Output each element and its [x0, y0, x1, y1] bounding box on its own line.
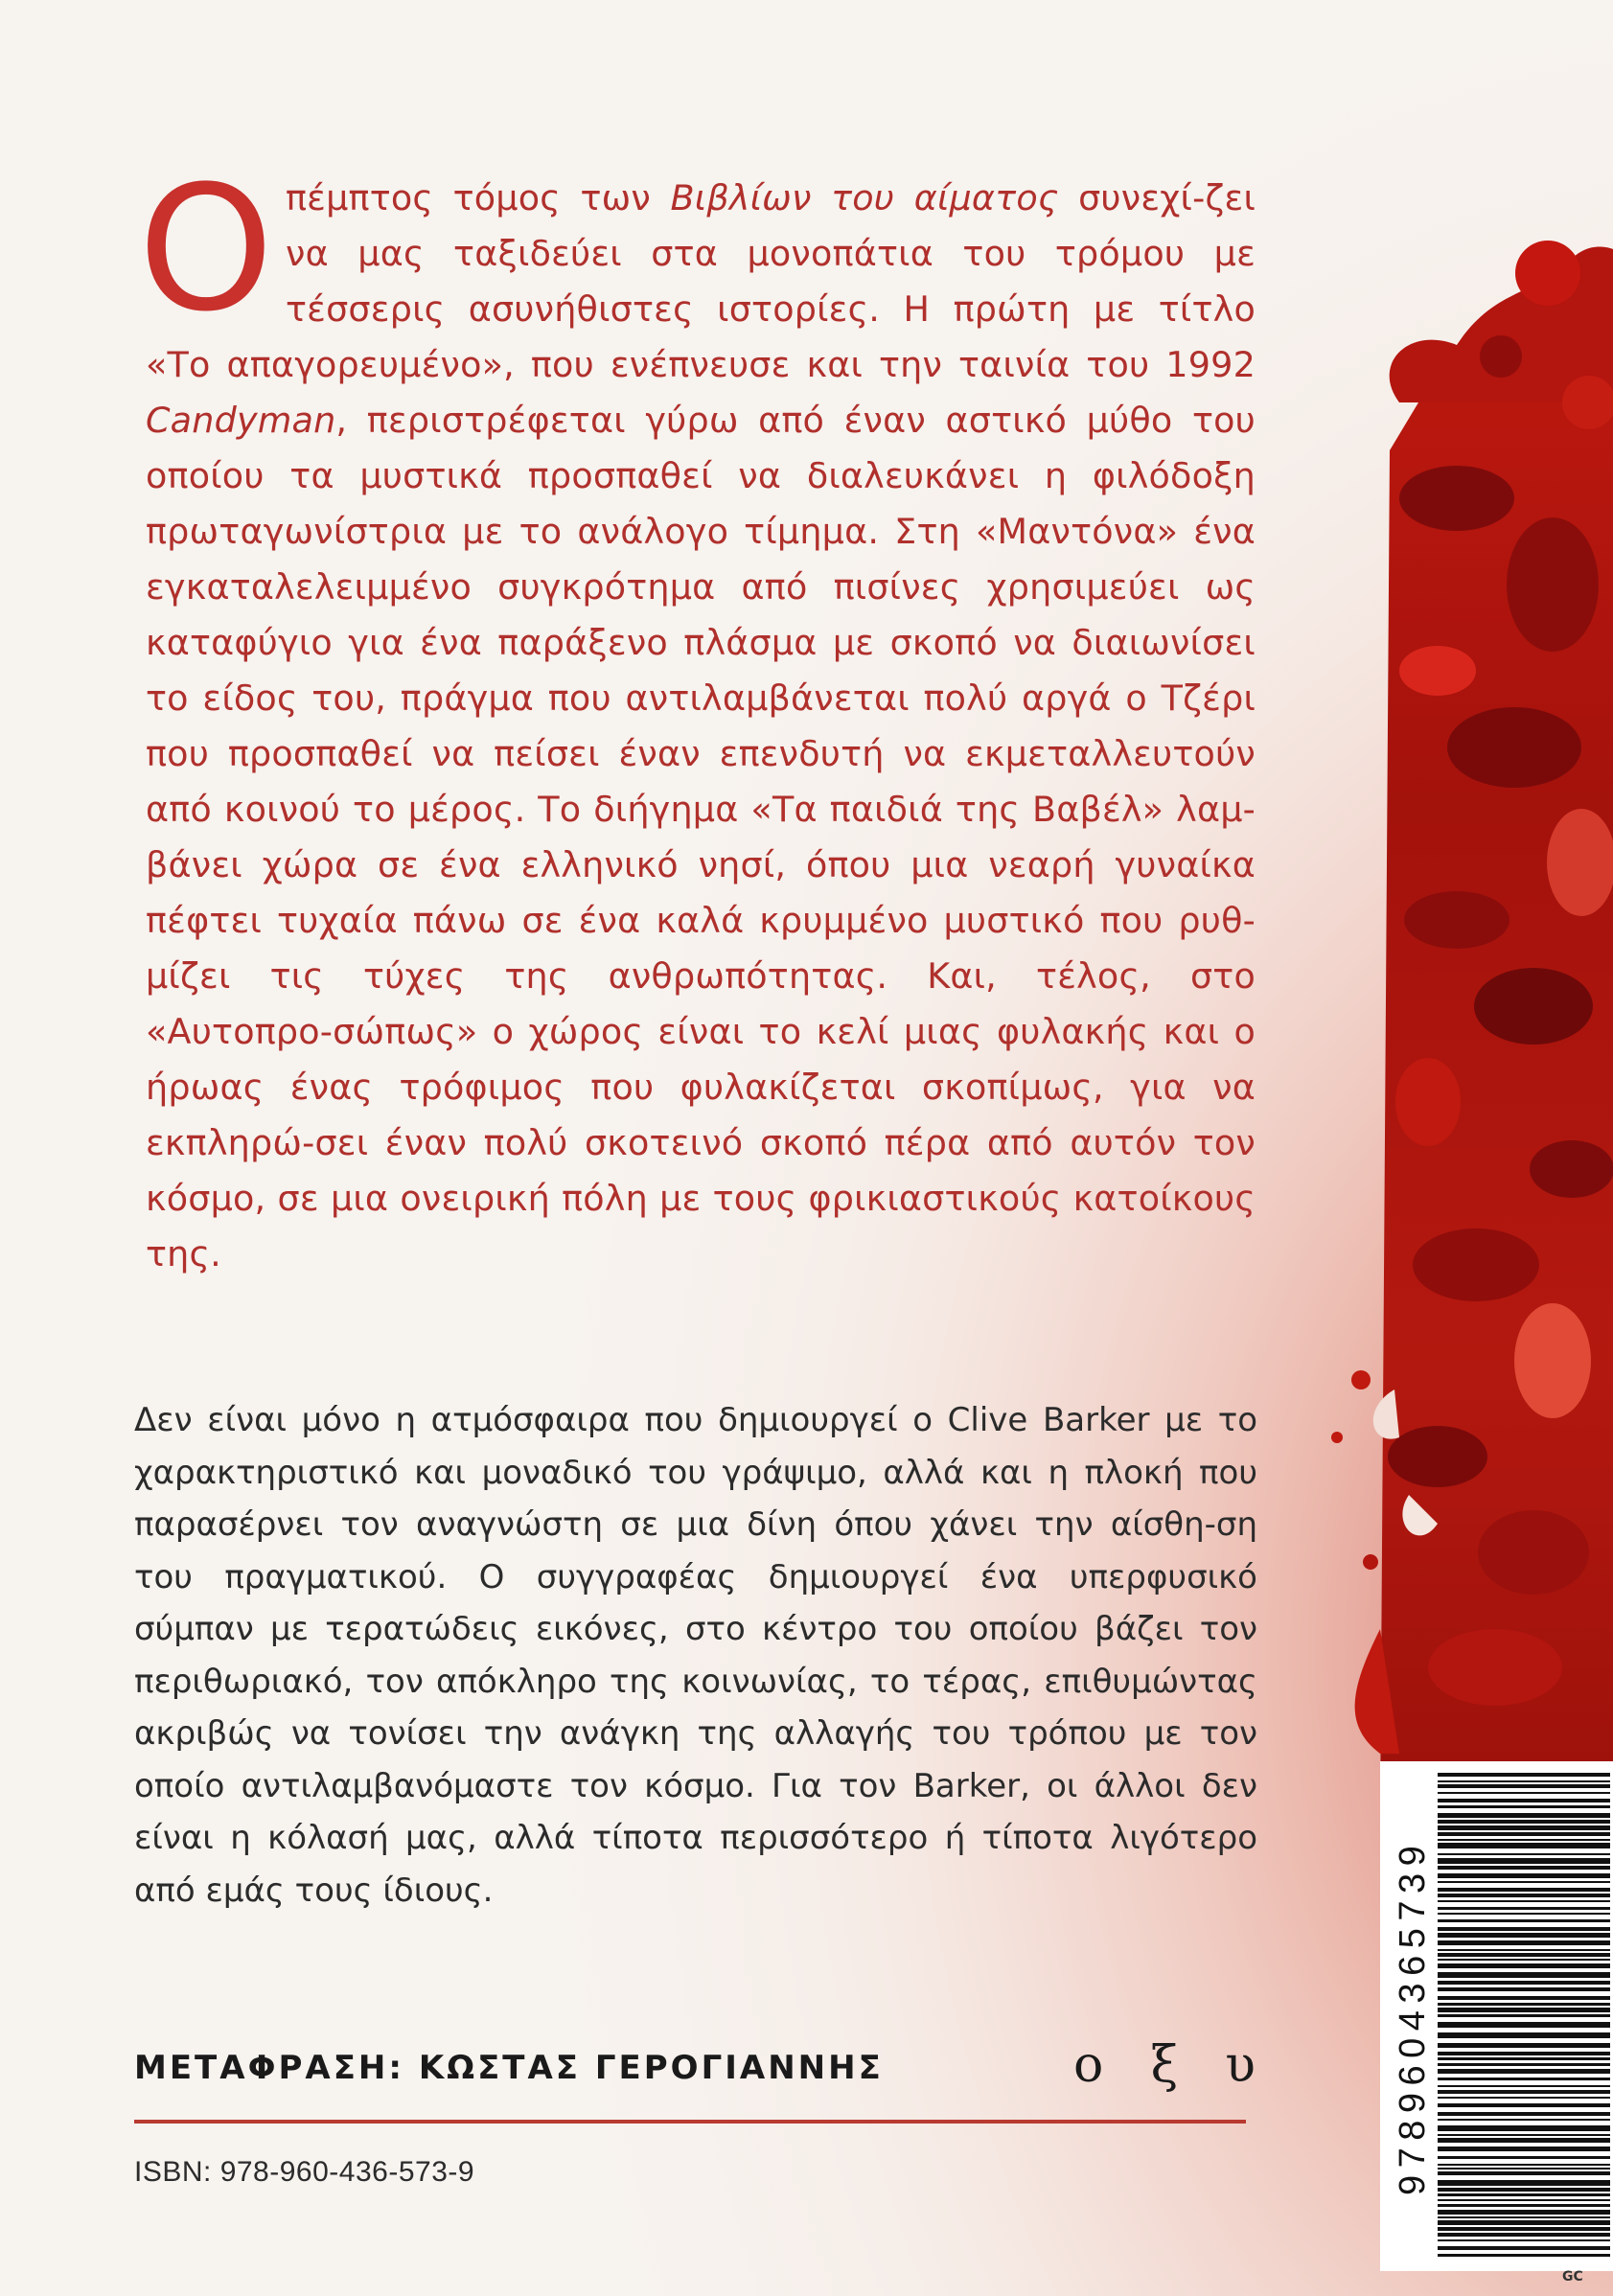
barcode-bar — [1438, 1933, 1610, 1938]
barcode-bar — [1438, 2246, 1610, 2250]
barcode-bar — [1438, 1953, 1610, 1957]
publisher-logo-letter: ο — [1073, 2036, 1104, 2094]
barcode-bar — [1438, 2204, 1610, 2207]
barcode-bar — [1438, 1949, 1610, 1951]
barcode-bar — [1438, 2233, 1610, 2237]
footer-divider — [134, 2120, 1246, 2124]
barcode-bar — [1438, 1843, 1610, 1848]
publisher-logo-letter: ξ — [1150, 2036, 1179, 2094]
barcode-bar — [1438, 1996, 1610, 2000]
blurb-body — [146, 177, 1256, 1274]
blurb-italic-title: Βιβλίων του αίματος — [670, 177, 1059, 218]
blurb-italic-title: Candyman — [146, 400, 336, 441]
blurb-text-run: συνεχί-ζει να μας ταξιδεύει στα μονοπάτια του τρόμου με τέσσερις ασυνήθιστες ιστορίες. Η πρώτη με τίτλο «Το απαγορευμένο», που ενέπνευσε και την ταινία του 1992 — [146, 177, 1256, 385]
barcode-bar — [1438, 2125, 1610, 2131]
barcode-bar — [1438, 2022, 1610, 2028]
barcode-bar — [1438, 1813, 1610, 1818]
barcode-bar — [1438, 1780, 1610, 1782]
barcode-bar — [1438, 1987, 1610, 1991]
barcode-bar — [1438, 1853, 1610, 1855]
translator-credit: ΜΕΤΑΦΡΑΣΗ: ΚΩΣΤΑΣ ΓΕΡΟΓΙΑΝΝΗΣ — [134, 2049, 884, 2087]
barcode-bar — [1438, 2119, 1610, 2121]
book-blurb — [138, 149, 1256, 1282]
barcode-icon — [1438, 1771, 1610, 2264]
barcode-bar — [1438, 2227, 1610, 2231]
barcode-bar — [1438, 1940, 1610, 1945]
barcode-bar — [1438, 1839, 1610, 1841]
barcode-bar — [1438, 1784, 1610, 1788]
barcode-bar — [1438, 2112, 1610, 2116]
barcode-bar — [1438, 2032, 1610, 2038]
barcode-bar — [1438, 2103, 1610, 2107]
barcode-bar — [1438, 2085, 1610, 2087]
barcode-bar — [1438, 1825, 1610, 1830]
publisher-logo-letter: υ — [1225, 2036, 1256, 2094]
barcode-bar — [1438, 2069, 1610, 2074]
barcode-bar — [1438, 2097, 1610, 2099]
review-paragraph: Δεν είναι μόνο η ατμόσφαιρα που δημιουργεί ο Clive Barker με το χαρακτηριστικό και μοναδικό του γράψιμο, αλλά και η πλοκή που παρασέρνει τον αναγνώστη σε μια δίνη όπου χάνει την αίσθη-ση του πραγματικού. Ο συγγραφέας δημιουργεί ένα υπερφυσικό σύμπαν με τερατώδεις εικόνες, στο κέντρο του οποίου βάζει τον περιθωριακό, τον απόκληρο της κοινωνίας, το τέρας, επιθυμώντας ακριβώς να τονίσει την ανάγκη της αλλαγής του τρόπου με τον οποίο αντιλαμβανόμαστε τον κόσμο. Για τον Barker, οι άλλοι δεν είναι η κόλασή μας, αλλά τίποτα περισσότερο ή τίποτα λιγότερο από εμάς τους ίδιους. — [134, 1401, 1257, 1910]
barcode-bar — [1438, 2090, 1610, 2094]
barcode-bar — [1438, 1858, 1610, 1864]
barcode-bar — [1438, 2164, 1610, 2166]
barcode-bar — [1438, 2134, 1610, 2136]
barcode-bar — [1438, 1959, 1610, 1961]
barcode-bar — [1438, 1972, 1610, 1978]
barcode-bar — [1438, 2210, 1610, 2215]
barcode-bar — [1438, 2220, 1610, 2225]
isbn-text: ISBN: 978-960-436-573-9 — [134, 2156, 475, 2188]
barcode-bar — [1438, 1773, 1610, 1777]
barcode-bar — [1438, 2188, 1610, 2192]
barcode-bar — [1438, 1805, 1610, 1808]
barcode-bar — [1438, 1873, 1610, 1878]
barcode-digits: 9789604365739 — [1393, 1838, 1433, 2196]
barcode-bar — [1438, 2199, 1610, 2201]
barcode-bar — [1438, 1963, 1610, 1968]
barcode-bar — [1438, 1913, 1610, 1915]
barcode-bar — [1438, 2147, 1610, 2151]
barcode-bar — [1438, 1792, 1610, 1794]
barcode-bar — [1438, 1799, 1610, 1802]
blurb-text-run: , περιστρέφεται γύρω από έναν αστικό μύθο του οποίου τα μυστικά προσπαθεί να διαλευκάνει η φιλόδοξη πρωταγωνίστρια με το ανάλογο τίμημα. Στη «Μαντόνα» ένα εγκαταλελειμμένο συγκρότημα από πισίνες χρησιμεύει ως καταφύγιο για ένα παράξενο πλάσμα με σκοπό να διαιωνίσει το είδος του, πράγμα που αντιλαμβάνεται πολύ αργά ο Τζέρι που προσπαθεί να πείσει έναν επενδυτή να εκμεταλλευτούν από κοινού το μέρος. Το διήγημα «Τα παιδιά της Βαβέλ» λαμ-βάνει χώρα σε ένα ελληνικό νησί, όπου μια νεαρή γυναίκα πέφτει τυχαία πάνω σε ένα καλά κρυμμένο μυστικό που ρυθ-μίζει τις τύχες της ανθρωπότητας. Και, τέλος, στο «Αυτοπρο-σώπως» ο χώρος είναι το κελί μιας φυλακής και ο ήρωας ένας τρόφιμος που φυλακίζεται σκοπίμως, για να εκπληρώ-σει έναν πολύ σκοτεινό σκοπό πέρα από αυτόν τον κόσμο, σε μια ονειρική πόλη με τους φρικιαστικούς κατοίκους της. — [146, 400, 1256, 1274]
barcode-bar — [1438, 1866, 1610, 1870]
barcode-bar — [1438, 1894, 1610, 1897]
barcode-bar — [1438, 2138, 1610, 2143]
barcode-bar — [1438, 2003, 1610, 2006]
barcode-bar — [1438, 2008, 1610, 2012]
barcode-bar — [1438, 1919, 1610, 1922]
barcode-bar — [1438, 2193, 1610, 2196]
barcode-bar — [1438, 2063, 1610, 2066]
barcode-bar — [1438, 1927, 1610, 1931]
corner-mark: GC — [1562, 2269, 1583, 2285]
barcode-bar — [1438, 2171, 1610, 2175]
barcode-bar — [1438, 1881, 1610, 1883]
blurb-text-run: πέμπτος τόμος των — [286, 177, 671, 218]
barcode-bar — [1438, 2216, 1610, 2218]
barcode-bar — [1438, 2078, 1610, 2080]
barcode-bar — [1438, 1900, 1610, 1902]
barcode-bar — [1438, 2052, 1610, 2055]
barcode-bar — [1438, 2057, 1610, 2060]
drop-cap: Ο — [138, 149, 274, 350]
barcode-bar — [1438, 1981, 1610, 1985]
barcode-bar — [1438, 1907, 1610, 1910]
barcode-bar — [1438, 2156, 1610, 2159]
barcode-bar — [1438, 1888, 1610, 1892]
barcode-bar — [1438, 2254, 1610, 2257]
barcode-bar — [1438, 2014, 1610, 2017]
barcode-bar — [1438, 2043, 1610, 2048]
barcode-bar — [1438, 2168, 1610, 2170]
barcode-bar — [1438, 2239, 1610, 2241]
barcode-bar — [1438, 1820, 1610, 1824]
publisher-logo — [1073, 2032, 1256, 2099]
barcode-bar — [1438, 2180, 1610, 2186]
barcode-bar — [1438, 1832, 1610, 1836]
